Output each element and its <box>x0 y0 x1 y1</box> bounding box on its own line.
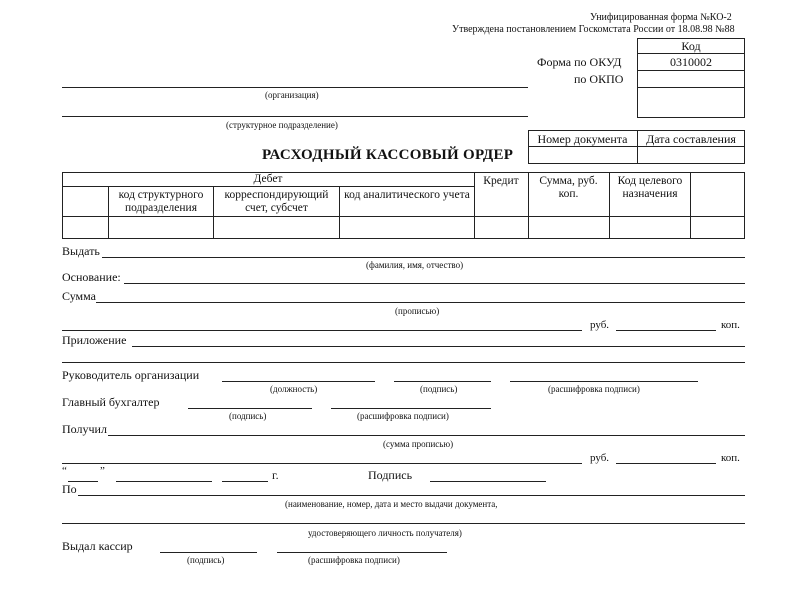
head-position-caption: (должность) <box>270 384 318 394</box>
date-year-label: г. <box>272 468 279 482</box>
sum-caption: (прописью) <box>395 306 440 316</box>
sum-rub-label: руб. <box>590 319 610 331</box>
code-header: Код <box>681 39 701 53</box>
received-label: Получил <box>62 422 107 436</box>
page-title: РАСХОДНЫЙ КАССОВЫЙ ОРДЕР <box>262 147 514 163</box>
basis-label: Основание: <box>62 270 121 284</box>
date-month-line <box>116 481 212 482</box>
sum-kop-line <box>616 330 716 331</box>
head-sign-line <box>394 381 491 382</box>
sum-label: Сумма <box>62 289 96 303</box>
signature-line <box>430 481 546 482</box>
chief-decode-line <box>331 408 491 409</box>
received-kop-label: коп. <box>721 452 740 464</box>
attachment-line <box>132 346 745 347</box>
attachment-label: Приложение <box>62 333 127 347</box>
debit-header: Дебет <box>253 173 283 185</box>
okud-value: 0310002 <box>670 55 712 69</box>
target-code-header: Код целевого назначения <box>617 175 683 200</box>
attachment-line-2 <box>62 362 745 363</box>
head-decode-caption: (расшифровка подписи) <box>548 384 640 394</box>
sum-line <box>96 302 745 303</box>
approval-note: Утверждена постановлением Госкомстата России от 18.08.98 №88 <box>452 24 735 35</box>
head-position-line <box>222 381 375 382</box>
doc-number-label: Номер документа <box>537 132 628 146</box>
head-decode-line <box>510 381 698 382</box>
issue-line <box>102 257 745 258</box>
cashier-sign-caption: (подпись) <box>187 555 225 565</box>
by-caption-1: (наименование, номер, дата и место выдачи документа, <box>285 499 498 509</box>
col-analytic-code: код аналитического учета <box>344 189 470 201</box>
cashier-label: Выдал кассир <box>62 539 133 553</box>
received-line-2 <box>62 463 582 464</box>
signature-label: Подпись <box>368 468 413 482</box>
by-line <box>78 495 745 496</box>
okpo-label: по ОКПО <box>574 72 624 86</box>
received-caption: (сумма прописью) <box>383 439 454 449</box>
dept-line <box>62 116 528 117</box>
cashier-sign-line <box>160 552 257 553</box>
received-rub-label: руб. <box>590 452 610 464</box>
cashier-decode-caption: (расшифровка подписи) <box>308 555 400 565</box>
head-label: Руководитель организации <box>62 368 200 382</box>
sum-kop-label: коп. <box>721 319 740 331</box>
date-quote-close: ” <box>100 465 105 477</box>
col-dept-code: код структурного подразделения <box>118 189 204 214</box>
form-name: Унифицированная форма №КО-2 <box>590 12 732 23</box>
by-label: По <box>62 482 77 496</box>
cashier-decode-line <box>277 552 447 553</box>
chief-decode-caption: (расшифровка подписи) <box>357 411 449 421</box>
dept-caption: (структурное подразделение) <box>226 120 338 130</box>
date-year-line <box>222 481 268 482</box>
date-quote-open: “ <box>62 465 67 477</box>
credit-header: Кредит <box>483 175 519 187</box>
by-caption-2: удостоверяющего личность получателя) <box>308 528 462 538</box>
sum-header: Сумма, руб. коп. <box>539 175 598 200</box>
doc-date-label: Дата составления <box>646 132 736 146</box>
received-line <box>108 435 745 436</box>
issue-label: Выдать <box>62 244 100 258</box>
chief-sign-line <box>188 408 312 409</box>
head-sign-caption: (подпись) <box>420 384 458 394</box>
chief-sign-caption: (подпись) <box>229 411 267 421</box>
col-corr-account: корреспондирующий счет, субсчет <box>224 189 329 214</box>
received-kop-line <box>616 463 716 464</box>
basis-line <box>124 283 745 284</box>
sum-line-2 <box>62 330 582 331</box>
chief-accountant-label: Главный бухгалтер <box>62 395 160 409</box>
by-line-2 <box>62 523 745 524</box>
okud-label: Форма по ОКУД <box>537 55 622 69</box>
issue-caption: (фамилия, имя, отчество) <box>366 260 464 270</box>
org-line <box>62 87 528 88</box>
org-caption: (организация) <box>265 90 319 100</box>
